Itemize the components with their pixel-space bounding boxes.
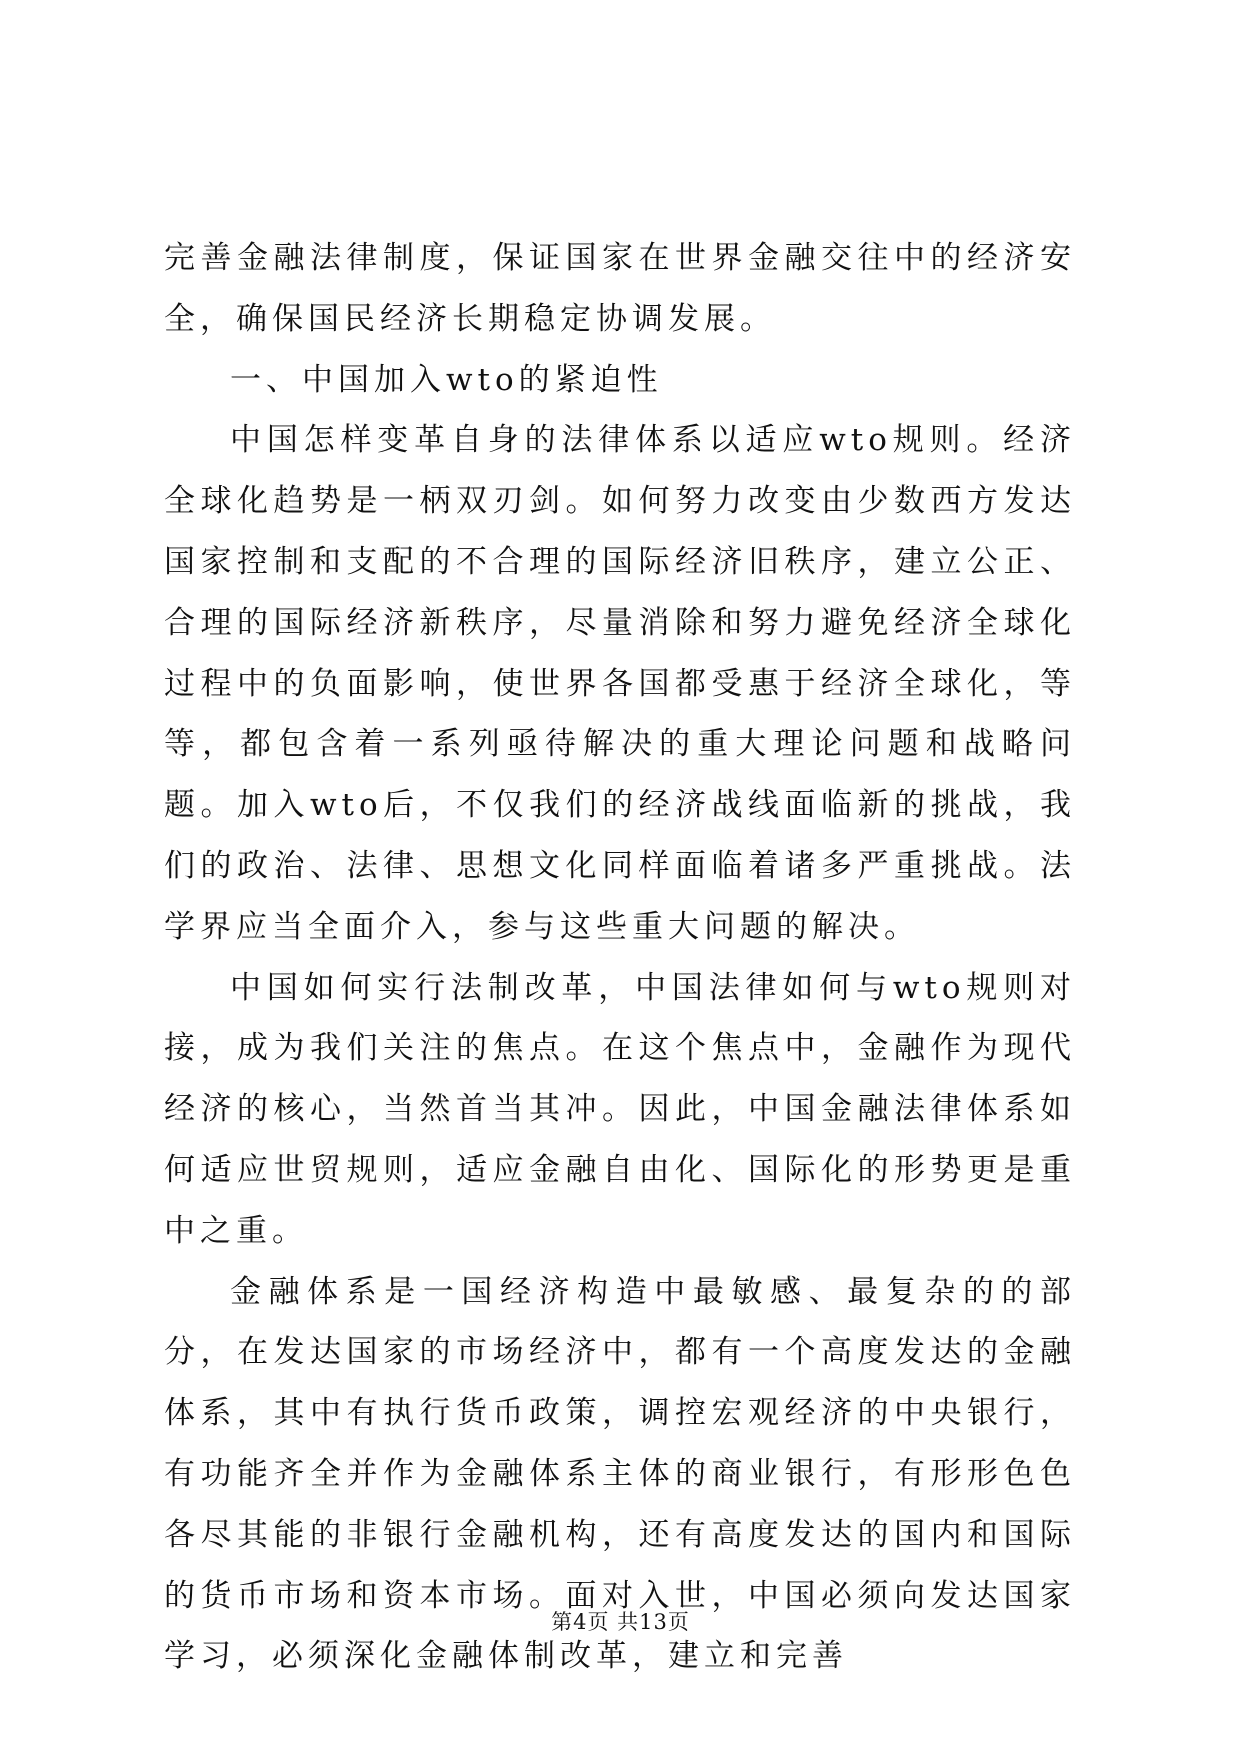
paragraph: 金融体系是一国经济构造中最敏感、最复杂的的部分，在发达国家的市场经济中，都有一个高度发达的金融体系，其中有执行货币政策，调控宏观经济的中央银行，有功能齐全并作为金融体系主体的商业银行，有形形色色各尽其能的非银行金融机构，还有高度发达的国内和国际的货币市场和资本市场。面对入世，中国必须向发达国家学习，必须深化金融体制改革，建立和完善 bbox=[164, 1273, 1076, 1675]
paragraph: 中国怎样变革自身的法律体系以适应wto规则。经济全球化趋势是一柄双刃剑。如何努力改变由少数西方发达国家控制和支配的不合理的国际经济旧秩序，建立公正、合理的国际经济新秩序，尽量消除和努力避免经济全球化过程中的负面影响，使世界各国都受惠于经济全球化，等等，都包含着一系列亟待解决的重大理论问题和战略问题。加入wto后，不仅我们的经济战线面临新的挑战，我们的政治、法律、思想文化同样面临着诸多严重挑战。法学界应当全面介入，参与这些重大问题的解决。 bbox=[164, 422, 1076, 945]
body-text bbox=[164, 228, 1076, 1687]
paragraph: 中国如何实行法制改革，中国法律如何与wto规则对接，成为我们关注的焦点。在这个焦点中，金融作为现代经济的核心，当然首当其冲。因此，中国金融法律体系如何适应世贸规则，适应金融自由化、国际化的形势更是重中之重。 bbox=[164, 969, 1076, 1249]
page-number-footer: 第4页 共13页 bbox=[551, 1610, 690, 1634]
paragraph-continuation: 完善金融法律制度，保证国家在世界金融交往中的经济安全，确保国民经济长期稳定协调发展。 bbox=[164, 240, 1076, 337]
section-heading: 一、中国加入wto的紧迫性 bbox=[230, 361, 663, 398]
